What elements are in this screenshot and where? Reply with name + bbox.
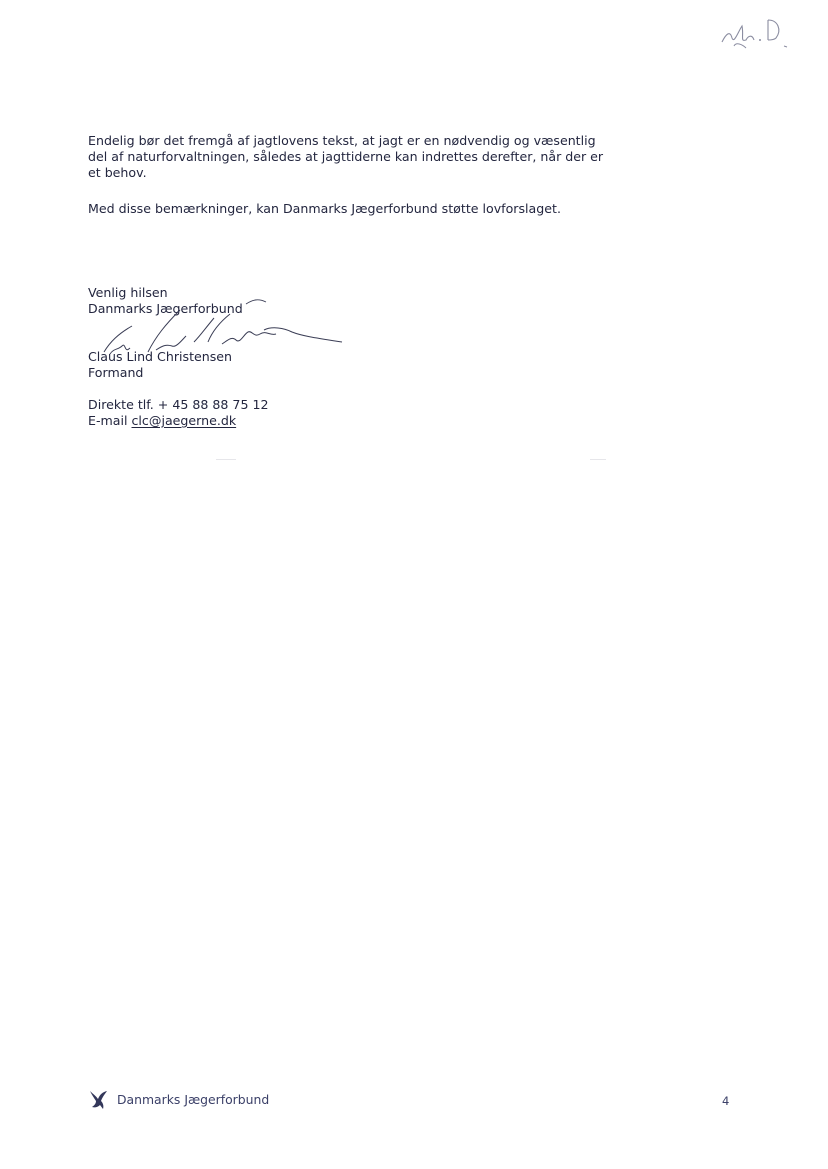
bird-logo-icon (88, 1088, 108, 1110)
handwritten-initials-mark (716, 12, 796, 56)
paragraph-line: Endelig bør det fremgå af jagtlovens tekst, at jagt er en nødvendig og væsentlig (88, 133, 596, 148)
signer-title: Formand (88, 365, 144, 380)
signer-name: Claus Lind Christensen (88, 349, 233, 364)
paragraph-line: del af naturforvaltningen, således at jagttiderne kan indrettes derefter, når der er (88, 149, 604, 164)
footer-organization: Danmarks Jægerforbund (117, 1092, 270, 1107)
page-number: 4 (722, 1094, 730, 1108)
support-statement: Med disse bemærkninger, kan Danmarks Jægerforbund støtte lovforslaget. (88, 201, 561, 216)
organization-name: Danmarks Jægerforbund (88, 301, 243, 316)
phone-number: Direkte tlf. + 45 88 88 75 12 (88, 397, 269, 412)
email-link[interactable]: clc@jaegerne.dk (131, 413, 237, 428)
email-line (88, 413, 628, 429)
email-label: E-mail (88, 413, 132, 428)
scan-artifact (216, 459, 236, 460)
greeting: Venlig hilsen (88, 285, 168, 300)
paragraph-line: et behov. (88, 165, 147, 180)
scan-artifact (590, 459, 606, 460)
closing-paragraph (88, 133, 628, 181)
